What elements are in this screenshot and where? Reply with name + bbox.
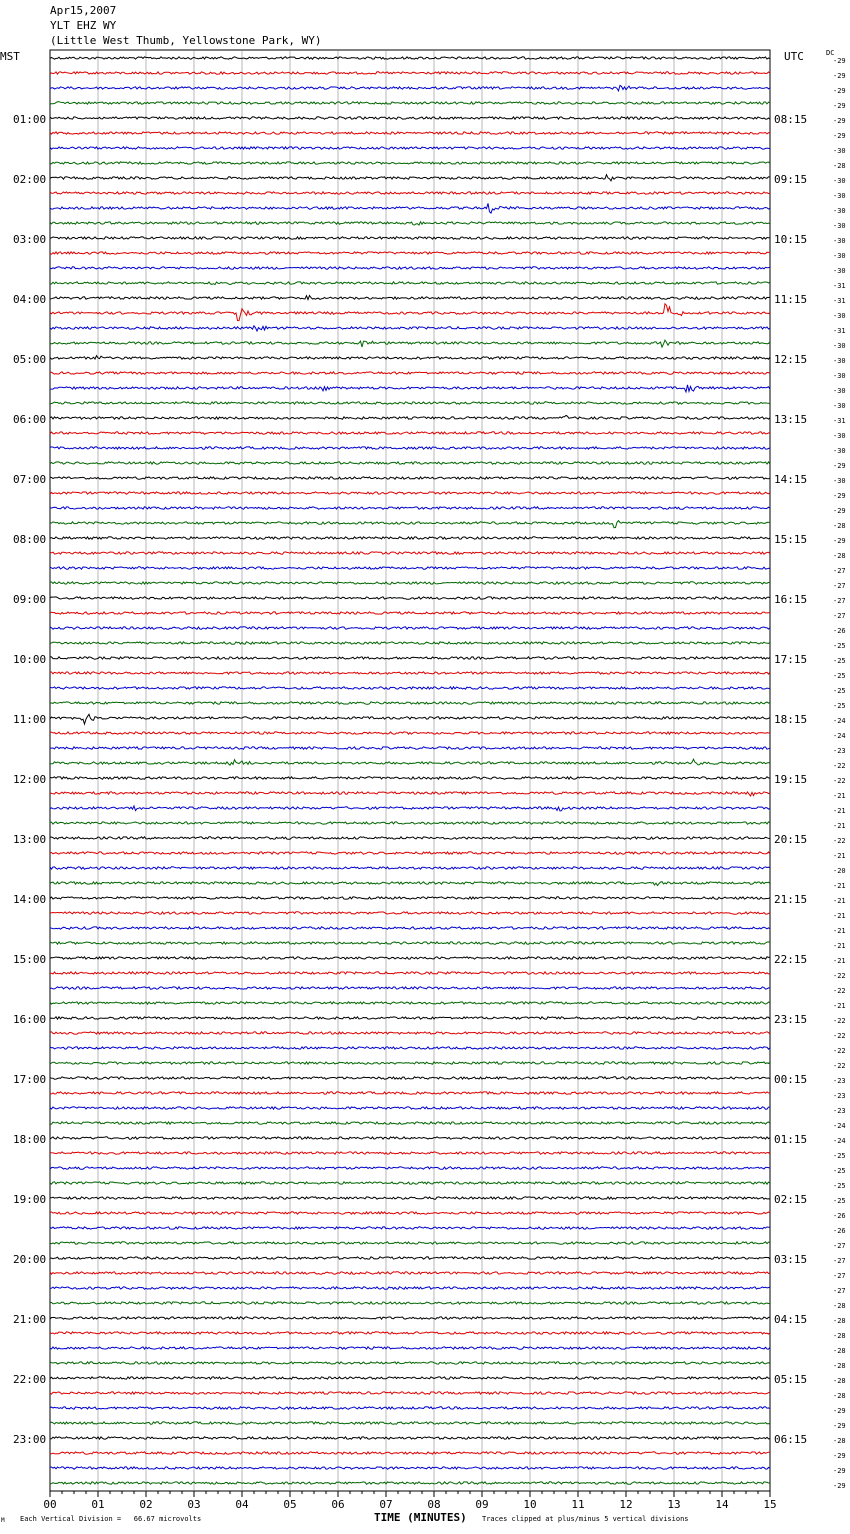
dc-offset-value: -30 xyxy=(833,237,846,245)
left-hour-label: 16:00 xyxy=(13,1013,47,1026)
seismic-trace xyxy=(50,972,770,974)
right-hour-label: 19:15 xyxy=(774,773,808,786)
dc-offset-value: -26 xyxy=(833,1212,846,1220)
dc-offset-value: -29 xyxy=(833,1407,846,1415)
dc-offset-value: -30 xyxy=(833,207,846,215)
seismic-trace xyxy=(50,326,770,331)
right-hour-label: 11:15 xyxy=(774,293,808,306)
seismic-trace xyxy=(50,792,770,796)
right-hour-label: 03:15 xyxy=(774,1253,808,1266)
right-hour-label: 08:15 xyxy=(774,113,808,126)
dc-offset-value: -25 xyxy=(833,642,846,650)
dc-offset-value: -22 xyxy=(833,762,846,770)
seismic-trace xyxy=(50,72,770,74)
x-tick-label: 07 xyxy=(379,1498,393,1511)
seismic-trace xyxy=(50,356,770,360)
dc-offset-value: -21 xyxy=(833,942,846,950)
dc-offset-value: -28 xyxy=(833,1302,846,1310)
station-code: YLT EHZ WY xyxy=(50,19,117,32)
dc-offset-value: -31 xyxy=(833,297,846,305)
x-tick-label: 10 xyxy=(523,1498,537,1511)
dc-offset-value: -30 xyxy=(833,192,846,200)
seismic-trace xyxy=(50,304,770,321)
seismic-trace xyxy=(50,927,770,929)
dc-offset-value: -21 xyxy=(833,822,846,830)
dc-offset-value: -23 xyxy=(833,1077,846,1085)
left-hour-label: 17:00 xyxy=(13,1073,47,1086)
right-hour-label: 22:15 xyxy=(774,953,808,966)
x-tick-label: 15 xyxy=(763,1498,777,1511)
dc-offset-value: -21 xyxy=(833,882,846,890)
x-tick-label: 06 xyxy=(331,1498,345,1511)
dc-offset-value: -25 xyxy=(833,1152,846,1160)
left-hour-label: 09:00 xyxy=(13,593,47,606)
left-hour-label: 10:00 xyxy=(13,653,47,666)
dc-offset-value: -26 xyxy=(833,1227,846,1235)
seismic-trace xyxy=(50,521,770,528)
seismic-trace xyxy=(50,282,770,285)
seismic-trace xyxy=(50,1257,770,1259)
seismic-trace xyxy=(50,897,770,899)
seismic-trace xyxy=(50,267,770,269)
right-hour-label: 04:15 xyxy=(774,1313,808,1326)
right-hour-label: 23:15 xyxy=(774,1013,808,1026)
dc-offset-value: -27 xyxy=(833,612,846,620)
seismic-trace xyxy=(50,567,770,569)
dc-offset-value: -22 xyxy=(833,972,846,980)
dc-offset-value: -28 xyxy=(833,522,846,530)
dc-offset-value: -30 xyxy=(833,477,846,485)
seismic-trace xyxy=(50,1482,770,1484)
seismic-trace xyxy=(50,1122,770,1124)
left-hour-label: 11:00 xyxy=(13,713,47,726)
left-hour-label: 04:00 xyxy=(13,293,47,306)
dc-offset-value: -20 xyxy=(833,867,846,875)
seismic-trace xyxy=(50,1302,770,1304)
x-tick-label: 13 xyxy=(667,1498,681,1511)
left-hour-label: 23:00 xyxy=(13,1433,47,1446)
x-tick-label: 09 xyxy=(475,1498,489,1511)
dc-offset-value: -27 xyxy=(833,1272,846,1280)
dc-offset-value: -27 xyxy=(833,597,846,605)
seismic-trace xyxy=(50,237,770,239)
dc-offset-value: -29 xyxy=(833,117,846,125)
dc-offset-value: -21 xyxy=(833,897,846,905)
dc-offset-value: -30 xyxy=(833,342,846,350)
dc-offset-value: -29 xyxy=(833,1422,846,1430)
seismic-trace xyxy=(50,192,770,194)
dc-offset-value: -30 xyxy=(833,432,846,440)
seismic-trace xyxy=(50,942,770,944)
dc-offset-value: -21 xyxy=(833,927,846,935)
right-hour-label: 05:15 xyxy=(774,1373,808,1386)
seismic-trace xyxy=(50,822,770,824)
dc-offset-value: -23 xyxy=(833,747,846,755)
right-hour-label: 16:15 xyxy=(774,593,808,606)
dc-offset-value: -24 xyxy=(833,1122,846,1130)
seismic-trace xyxy=(50,1407,770,1409)
seismic-trace xyxy=(50,1467,770,1469)
seismic-trace xyxy=(50,1362,770,1364)
right-hour-label: 10:15 xyxy=(774,233,808,246)
seismic-trace xyxy=(50,117,770,119)
dc-offset-value: -28 xyxy=(833,1362,846,1370)
seismic-trace xyxy=(50,759,770,765)
dc-offset-value: -21 xyxy=(833,852,846,860)
right-hour-label: 20:15 xyxy=(774,833,808,846)
left-hour-label: 19:00 xyxy=(13,1193,47,1206)
seismic-trace xyxy=(50,806,770,811)
dc-offset-value: -30 xyxy=(833,312,846,320)
seismic-trace xyxy=(50,402,770,404)
plot-date: Apr15,2007 xyxy=(50,4,117,17)
seismic-trace xyxy=(50,612,770,614)
dc-offset-value: -29 xyxy=(833,132,846,140)
seismic-trace xyxy=(50,1227,770,1229)
scale-marker: M xyxy=(1,1517,5,1524)
left-hour-label: 08:00 xyxy=(13,533,47,546)
seismic-trace xyxy=(50,987,770,989)
seismic-trace xyxy=(50,415,770,419)
dc-offset-value: -30 xyxy=(833,252,846,260)
dc-offset-value: -28 xyxy=(833,1317,846,1325)
dc-offset-value: -30 xyxy=(833,267,846,275)
dc-offset-value: -22 xyxy=(833,1062,846,1070)
dc-offset-value: -30 xyxy=(833,387,846,395)
dc-offset-value: -29 xyxy=(833,462,846,470)
seismic-trace xyxy=(50,642,770,644)
dc-offset-value: -27 xyxy=(833,1287,846,1295)
dc-offset-value: -31 xyxy=(833,417,846,425)
seismic-trace xyxy=(50,102,770,104)
dc-offset-header: DC xyxy=(826,49,835,57)
dc-offset-value: -24 xyxy=(833,1137,846,1145)
dc-offset-value: -27 xyxy=(833,567,846,575)
seismic-trace xyxy=(50,537,770,539)
dc-offset-value: -22 xyxy=(833,987,846,995)
seismic-trace xyxy=(50,1242,770,1244)
dc-offset-value: -28 xyxy=(833,552,846,560)
dc-offset-value: -28 xyxy=(833,1377,846,1385)
dc-offset-value: -22 xyxy=(833,1017,846,1025)
left-hour-label: 07:00 xyxy=(13,473,47,486)
dc-offset-value: -29 xyxy=(833,492,846,500)
seismic-trace xyxy=(50,507,770,509)
seismic-trace xyxy=(50,1317,770,1319)
seismic-trace xyxy=(50,747,770,749)
left-hour-label: 01:00 xyxy=(13,113,47,126)
dc-offset-value: -28 xyxy=(833,1347,846,1355)
seismic-trace xyxy=(50,222,770,225)
seismic-trace xyxy=(50,597,770,599)
vertical-division-note: Each Vertical Division = 66.67 microvolts xyxy=(20,1515,202,1523)
right-hour-label: 06:15 xyxy=(774,1433,808,1446)
seismic-trace xyxy=(50,477,770,479)
dc-offset-value: -25 xyxy=(833,702,846,710)
seismic-trace xyxy=(50,777,770,779)
dc-offset-value: -26 xyxy=(833,627,846,635)
seismic-trace xyxy=(50,1422,770,1424)
dc-offset-value: -25 xyxy=(833,687,846,695)
seismic-trace xyxy=(50,132,770,134)
right-hour-label: 21:15 xyxy=(774,893,808,906)
dc-offset-value: -27 xyxy=(833,1257,846,1265)
dc-offset-value: -23 xyxy=(833,1092,846,1100)
dc-offset-value: -29 xyxy=(833,1482,846,1490)
left-hour-label: 12:00 xyxy=(13,773,47,786)
seismic-trace xyxy=(50,1002,770,1004)
x-tick-label: 03 xyxy=(187,1498,201,1511)
dc-offset-value: -24 xyxy=(833,717,846,725)
seismic-trace xyxy=(50,85,770,91)
seismic-trace xyxy=(50,1062,770,1064)
dc-offset-value: -30 xyxy=(833,147,846,155)
left-hour-label: 20:00 xyxy=(13,1253,47,1266)
seismic-trace xyxy=(50,462,770,464)
left-hour-label: 15:00 xyxy=(13,953,47,966)
right-hour-label: 02:15 xyxy=(774,1193,808,1206)
plot-frame xyxy=(50,50,770,1491)
seismic-trace xyxy=(50,175,770,181)
right-hour-label: 15:15 xyxy=(774,533,808,546)
right-hour-label: 01:15 xyxy=(774,1133,808,1146)
seismic-trace xyxy=(50,203,770,213)
dc-offset-value: -30 xyxy=(833,177,846,185)
seismic-trace xyxy=(50,1377,770,1379)
dc-offset-value: -22 xyxy=(833,1032,846,1040)
seismic-trace xyxy=(50,852,770,854)
dc-offset-value: -28 xyxy=(833,1332,846,1340)
dc-offset-value: -30 xyxy=(833,222,846,230)
seismic-trace xyxy=(50,627,770,629)
dc-offset-value: -27 xyxy=(833,1242,846,1250)
left-timezone-label: MST xyxy=(0,50,20,63)
seismic-trace xyxy=(50,1047,770,1049)
x-tick-label: 08 xyxy=(427,1498,441,1511)
left-hour-label: 22:00 xyxy=(13,1373,47,1386)
dc-offset-value: -29 xyxy=(833,102,846,110)
right-hour-label: 12:15 xyxy=(774,353,808,366)
right-hour-label: 18:15 xyxy=(774,713,808,726)
dc-offset-value: -22 xyxy=(833,777,846,785)
right-hour-label: 13:15 xyxy=(774,413,808,426)
left-hour-label: 03:00 xyxy=(13,233,47,246)
x-tick-label: 02 xyxy=(139,1498,153,1511)
seismic-trace xyxy=(50,1137,770,1139)
left-hour-label: 21:00 xyxy=(13,1313,47,1326)
dc-offset-value: -29 xyxy=(833,87,846,95)
dc-offset-value: -24 xyxy=(833,732,846,740)
dc-offset-value: -28 xyxy=(833,162,846,170)
x-tick-label: 11 xyxy=(571,1498,585,1511)
seismic-trace xyxy=(50,1152,770,1154)
dc-offset-value: -21 xyxy=(833,792,846,800)
seismic-trace xyxy=(50,1212,770,1214)
dc-offset-value: -25 xyxy=(833,672,846,680)
dc-offset-value: -21 xyxy=(833,1002,846,1010)
seismic-trace xyxy=(50,687,770,689)
seismic-trace xyxy=(50,252,770,254)
right-timezone-label: UTC xyxy=(784,50,804,63)
dc-offset-value: -25 xyxy=(833,1197,846,1205)
dc-offset-value: -29 xyxy=(833,1452,846,1460)
seismic-trace xyxy=(50,340,770,347)
dc-offset-value: -22 xyxy=(833,837,846,845)
seismic-trace xyxy=(50,1107,770,1109)
dc-offset-value: -30 xyxy=(833,402,846,410)
seismic-trace xyxy=(50,714,770,724)
seismic-trace xyxy=(50,1032,770,1034)
seismic-trace xyxy=(50,296,770,300)
x-axis-label: TIME (MINUTES) xyxy=(374,1511,467,1524)
dc-offset-value: -30 xyxy=(833,372,846,380)
seismic-trace xyxy=(50,1272,770,1274)
seismic-trace xyxy=(50,1452,770,1454)
seismic-trace xyxy=(50,1182,770,1184)
dc-offset-value: -31 xyxy=(833,327,846,335)
left-hour-label: 05:00 xyxy=(13,353,47,366)
seismic-trace xyxy=(50,1017,770,1019)
seismic-trace xyxy=(50,882,770,886)
left-hour-label: 06:00 xyxy=(13,413,47,426)
seismic-trace xyxy=(50,672,770,674)
x-tick-label: 12 xyxy=(619,1498,633,1511)
x-tick-label: 04 xyxy=(235,1498,249,1511)
dc-offset-value: -21 xyxy=(833,957,846,965)
seismic-trace xyxy=(50,837,770,839)
dc-offset-value: -23 xyxy=(833,1107,846,1115)
seismic-trace xyxy=(50,447,770,449)
seismic-trace xyxy=(50,912,770,914)
seismic-trace xyxy=(50,1197,770,1199)
seismic-trace xyxy=(50,1077,770,1079)
x-tick-label: 01 xyxy=(91,1498,105,1511)
seismic-trace xyxy=(50,867,770,869)
seismic-trace xyxy=(50,147,770,149)
seismic-trace xyxy=(50,1332,770,1334)
seismic-trace xyxy=(50,1092,770,1094)
seismic-trace xyxy=(50,57,770,59)
seismic-trace xyxy=(50,552,770,554)
seismic-trace xyxy=(50,702,770,704)
seismic-trace xyxy=(50,372,770,374)
left-hour-label: 14:00 xyxy=(13,893,47,906)
dc-offset-value: -30 xyxy=(833,447,846,455)
dc-offset-value: -28 xyxy=(833,1392,846,1400)
seismic-trace xyxy=(50,1392,770,1394)
seismic-trace xyxy=(50,657,770,659)
dc-offset-value: -28 xyxy=(833,1437,846,1445)
dc-offset-value: -25 xyxy=(833,1182,846,1190)
dc-offset-value: -30 xyxy=(833,357,846,365)
dc-offset-value: -29 xyxy=(833,72,846,80)
dc-offset-value: -29 xyxy=(833,1467,846,1475)
seismic-trace xyxy=(50,162,770,164)
right-hour-label: 17:15 xyxy=(774,653,808,666)
seismic-trace xyxy=(50,732,770,734)
dc-offset-value: -31 xyxy=(833,282,846,290)
seismic-trace xyxy=(50,582,770,584)
dc-offset-value: -21 xyxy=(833,912,846,920)
x-tick-label: 05 xyxy=(283,1498,297,1511)
left-hour-label: 02:00 xyxy=(13,173,47,186)
dc-offset-value: -25 xyxy=(833,1167,846,1175)
dc-offset-value: -22 xyxy=(833,1047,846,1055)
seismic-trace xyxy=(50,1347,770,1349)
right-hour-label: 00:15 xyxy=(774,1073,808,1086)
dc-offset-value: -29 xyxy=(833,537,846,545)
seismic-trace xyxy=(50,957,770,959)
dc-offset-value: -29 xyxy=(833,57,846,65)
seismic-trace xyxy=(50,1437,770,1439)
dc-offset-value: -27 xyxy=(833,582,846,590)
station-location: (Little West Thumb, Yellowstone Park, WY) xyxy=(50,34,322,47)
x-tick-label: 14 xyxy=(715,1498,729,1511)
dc-offset-value: -29 xyxy=(833,507,846,515)
seismic-trace xyxy=(50,492,770,494)
left-hour-label: 18:00 xyxy=(13,1133,47,1146)
right-hour-label: 09:15 xyxy=(774,173,808,186)
seismic-trace xyxy=(50,1167,770,1169)
clip-note: Traces clipped at plus/minus 5 vertical divisions xyxy=(482,1515,689,1523)
seismic-trace xyxy=(50,1287,770,1289)
dc-offset-value: -25 xyxy=(833,657,846,665)
right-hour-label: 14:15 xyxy=(774,473,808,486)
dc-offset-value: -21 xyxy=(833,807,846,815)
seismic-trace xyxy=(50,432,770,434)
left-hour-label: 13:00 xyxy=(13,833,47,846)
x-tick-label: 00 xyxy=(43,1498,57,1511)
seismic-trace xyxy=(50,385,770,392)
